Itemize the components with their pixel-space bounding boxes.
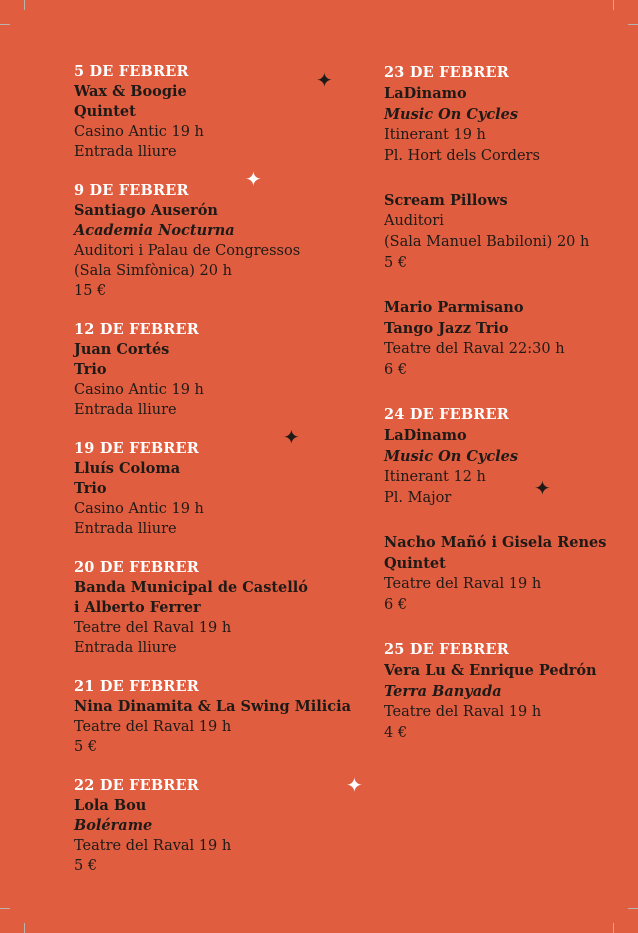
concert-detail: (Sala Simfònica) 20 h bbox=[74, 263, 232, 279]
concert-artist: Quintet bbox=[74, 103, 136, 120]
concert-detail: Auditori i Palau de Congressos bbox=[74, 243, 301, 259]
concert-project: Music On Cycles bbox=[384, 448, 519, 465]
concert-date: 23 DE FEBRER bbox=[384, 64, 510, 81]
concert-artist: Santiago Auserón bbox=[74, 202, 218, 219]
concert-artist: Wax & Boogie bbox=[74, 83, 187, 100]
concert-artist: Trio bbox=[74, 361, 107, 378]
crop-mark bbox=[24, 923, 25, 933]
concert-date: 24 DE FEBRER bbox=[384, 406, 510, 423]
crop-mark bbox=[0, 24, 10, 25]
concert-detail: (Sala Manuel Babiloni) 20 h bbox=[384, 234, 590, 250]
concert-detail: Entrada lliure bbox=[74, 402, 177, 418]
concert-artist: Trio bbox=[74, 480, 107, 497]
concert-detail: Entrada lliure bbox=[74, 144, 177, 160]
concert-project: Terra Banyada bbox=[384, 683, 502, 700]
crop-mark bbox=[628, 908, 638, 909]
concert-date: 12 DE FEBRER bbox=[74, 321, 200, 338]
concert-artist: Nina Dinamita & La Swing Milicia bbox=[74, 698, 352, 715]
concert-artist: Nacho Mañó i Gisela Renes bbox=[384, 534, 607, 551]
concert-entry bbox=[74, 677, 354, 757]
concert-detail: Casino Antic 19 h bbox=[74, 501, 204, 517]
left-column bbox=[74, 62, 354, 895]
concert-detail: 4 € bbox=[384, 725, 408, 741]
concert-date: 19 DE FEBRER bbox=[74, 440, 200, 457]
crop-mark bbox=[24, 0, 25, 10]
crop-mark bbox=[613, 0, 614, 10]
crop-mark bbox=[613, 923, 614, 933]
concert-date: 25 DE FEBRER bbox=[384, 641, 510, 658]
concert-project: Music On Cycles bbox=[384, 106, 519, 123]
concert-detail: Itinerant 19 h bbox=[384, 127, 486, 143]
concert-entry bbox=[384, 297, 624, 381]
concert-detail: 5 € bbox=[74, 739, 98, 755]
concert-detail: Teatre del Raval 19 h bbox=[74, 620, 232, 636]
right-column bbox=[384, 62, 624, 767]
concert-detail: 5 € bbox=[384, 255, 408, 271]
sparkle-star-icon: ✦ bbox=[245, 167, 262, 191]
concert-detail: Entrada lliure bbox=[74, 521, 177, 537]
concert-date: 21 DE FEBRER bbox=[74, 678, 200, 695]
concert-entry bbox=[74, 181, 354, 301]
concert-entry bbox=[384, 190, 624, 274]
concert-detail: 6 € bbox=[384, 362, 408, 378]
concert-artist: Tango Jazz Trio bbox=[384, 320, 509, 337]
concert-entry bbox=[74, 62, 354, 162]
concert-detail: Pl. Hort dels Corders bbox=[384, 148, 540, 164]
concert-detail: Teatre del Raval 19 h bbox=[384, 704, 542, 720]
concert-detail: Teatre del Raval 19 h bbox=[384, 576, 542, 592]
concert-artist: Scream Pillows bbox=[384, 192, 508, 209]
concert-artist: Lluís Coloma bbox=[74, 460, 181, 477]
concert-entry bbox=[384, 532, 624, 616]
concert-entry bbox=[384, 62, 624, 167]
sparkle-star-icon: ✦ bbox=[534, 476, 551, 500]
concert-detail: 5 € bbox=[74, 858, 98, 874]
concert-detail: Entrada lliure bbox=[74, 640, 177, 656]
concert-detail: Teatre del Raval 22:30 h bbox=[384, 341, 565, 357]
concert-entry bbox=[384, 404, 624, 509]
sparkle-star-icon: ✦ bbox=[346, 773, 363, 797]
concert-entry bbox=[74, 320, 354, 420]
concert-date: 9 DE FEBRER bbox=[74, 182, 189, 199]
concert-artist: Mario Parmisano bbox=[384, 299, 524, 316]
crop-mark bbox=[628, 24, 638, 25]
concert-artist: LaDinamo bbox=[384, 427, 467, 444]
concert-entry bbox=[74, 439, 354, 539]
concert-date: 5 DE FEBRER bbox=[74, 63, 189, 80]
crop-mark bbox=[0, 908, 10, 909]
concert-detail: Itinerant 12 h bbox=[384, 469, 486, 485]
concert-detail: Auditori bbox=[384, 213, 444, 229]
concert-artist: Banda Municipal de Castelló bbox=[74, 579, 308, 596]
sparkle-star-icon: ✦ bbox=[316, 68, 333, 92]
concert-artist: Quintet bbox=[384, 555, 446, 572]
concert-artist: LaDinamo bbox=[384, 85, 467, 102]
concert-artist: Lola Bou bbox=[74, 797, 147, 814]
concert-artist: Vera Lu & Enrique Pedrón bbox=[384, 662, 597, 679]
sparkle-star-icon: ✦ bbox=[283, 425, 300, 449]
concert-detail: Casino Antic 19 h bbox=[74, 382, 204, 398]
concert-detail: 15 € bbox=[74, 283, 107, 299]
concert-detail: Pl. Major bbox=[384, 490, 452, 506]
concert-entry bbox=[74, 558, 354, 658]
concert-artist: Juan Cortés bbox=[74, 341, 170, 358]
concert-artist: i Alberto Ferrer bbox=[74, 599, 201, 616]
concert-detail: Teatre del Raval 19 h bbox=[74, 719, 232, 735]
concert-date: 20 DE FEBRER bbox=[74, 559, 200, 576]
concert-date: 22 DE FEBRER bbox=[74, 777, 200, 794]
concert-entry bbox=[384, 639, 624, 744]
concert-detail: 6 € bbox=[384, 597, 408, 613]
concert-project: Academia Nocturna bbox=[74, 222, 235, 239]
concert-detail: Casino Antic 19 h bbox=[74, 124, 204, 140]
concert-project: Bolérame bbox=[74, 817, 153, 834]
concert-entry bbox=[74, 776, 354, 876]
concert-detail: Teatre del Raval 19 h bbox=[74, 838, 232, 854]
